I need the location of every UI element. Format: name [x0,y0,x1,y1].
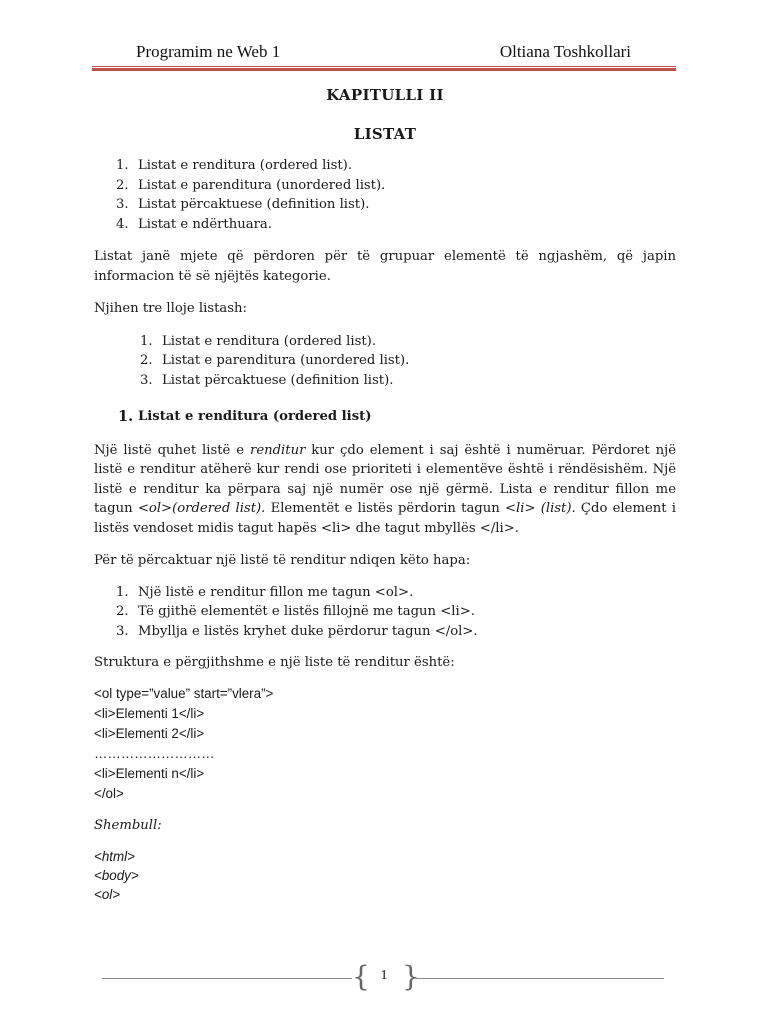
code-line: <li>Elementi 1</li> [94,705,205,721]
page-number: 1 [380,968,388,983]
example-code-block [94,847,676,904]
list-item: 3. Listat përcaktuese (definition list). [116,197,370,212]
subheading [94,407,676,427]
steps-list [94,583,676,642]
code-line: </ol> [94,785,124,801]
page-header [92,42,676,64]
intro-list [94,156,676,234]
right-brace-icon: } [402,960,420,993]
paragraph-steps-intro: Për të përcaktuar një listë të renditur ndiqen këto hapa: [94,553,471,568]
list-item: 2. Të gjithë elementët e listës fillojnë me tagun <li>. [116,604,475,619]
header-rule-thin [92,66,676,67]
left-brace-icon: { [352,960,370,993]
list-item: 2. Listat e parenditura (unordered list). [140,353,410,368]
footer-rule-right [416,978,664,979]
list-item: 1. Listat e renditura (ordered list). [140,333,377,349]
paragraph-types-intro: Njihen tre lloje listash: [94,301,247,316]
header-rule-thick [92,68,676,71]
page-body [94,86,676,904]
example-label: Shembull: [94,817,162,833]
list-item: 3. Mbyllja e listës kryhet duke përdorur tagun </ol>. [116,623,478,639]
footer-rule-left [102,978,352,979]
subheading-text: Listat e renditura (ordered list) [138,409,372,424]
list-item: 1. Listat e renditura (ordered list). [116,158,353,173]
list-item: 4. Listat e ndërthuara. [116,216,272,232]
code-line: <ol> [94,887,121,902]
header-author: Oltiana Toshkollari [499,42,631,61]
paragraph-definition: Listat janë mjete që përdoren për të grupuar elementë të ngjashëm, që japin informacion të së njëjtës kategorie. [94,249,676,284]
paragraph-structure: Struktura e përgjithshme e një liste të renditur është: [94,655,455,670]
list-item: 2. Listat e parenditura (unordered list). [116,177,386,193]
code-line: <body> [94,868,139,883]
code-line: <li>Elementi n</li> [94,765,205,781]
chapter-title: KAPITULLI II [326,86,444,104]
code-line: <li>Elementi 2</li> [94,725,205,741]
types-list [94,332,676,391]
list-item: 1. Një listë e renditur fillon me tagun <ol>. [116,584,414,600]
paragraph-ordered-list: Një listë quhet listë e renditur kur çdo element i saj është i numëruar. Përdoret një listë e renditur atëherë kur rendi ose prioriteti i elementëve është i rëndësishëm. Një listë e renditur ka përpara saj një numër ose një gërmë. Lista e renditur fillon me tagun <ol>(ordered list). Elementët e listës përdorin tagun <li> (list). Çdo element i listës vendoset midis tagut hapës <li> dhe tagut mbyllës </li>. [94,442,677,536]
code-block [94,684,676,804]
subheading-number: 1. [118,408,134,425]
code-line: <html> [94,849,135,864]
code-line: ……………………… [94,745,215,761]
code-line: <ol type=”value” start=”vlera”> [94,685,274,701]
list-item: 3. Listat përcaktuese (definition list). [140,372,394,388]
header-course-title: Programim ne Web 1 [136,42,281,61]
section-title: LISTAT [353,124,417,143]
